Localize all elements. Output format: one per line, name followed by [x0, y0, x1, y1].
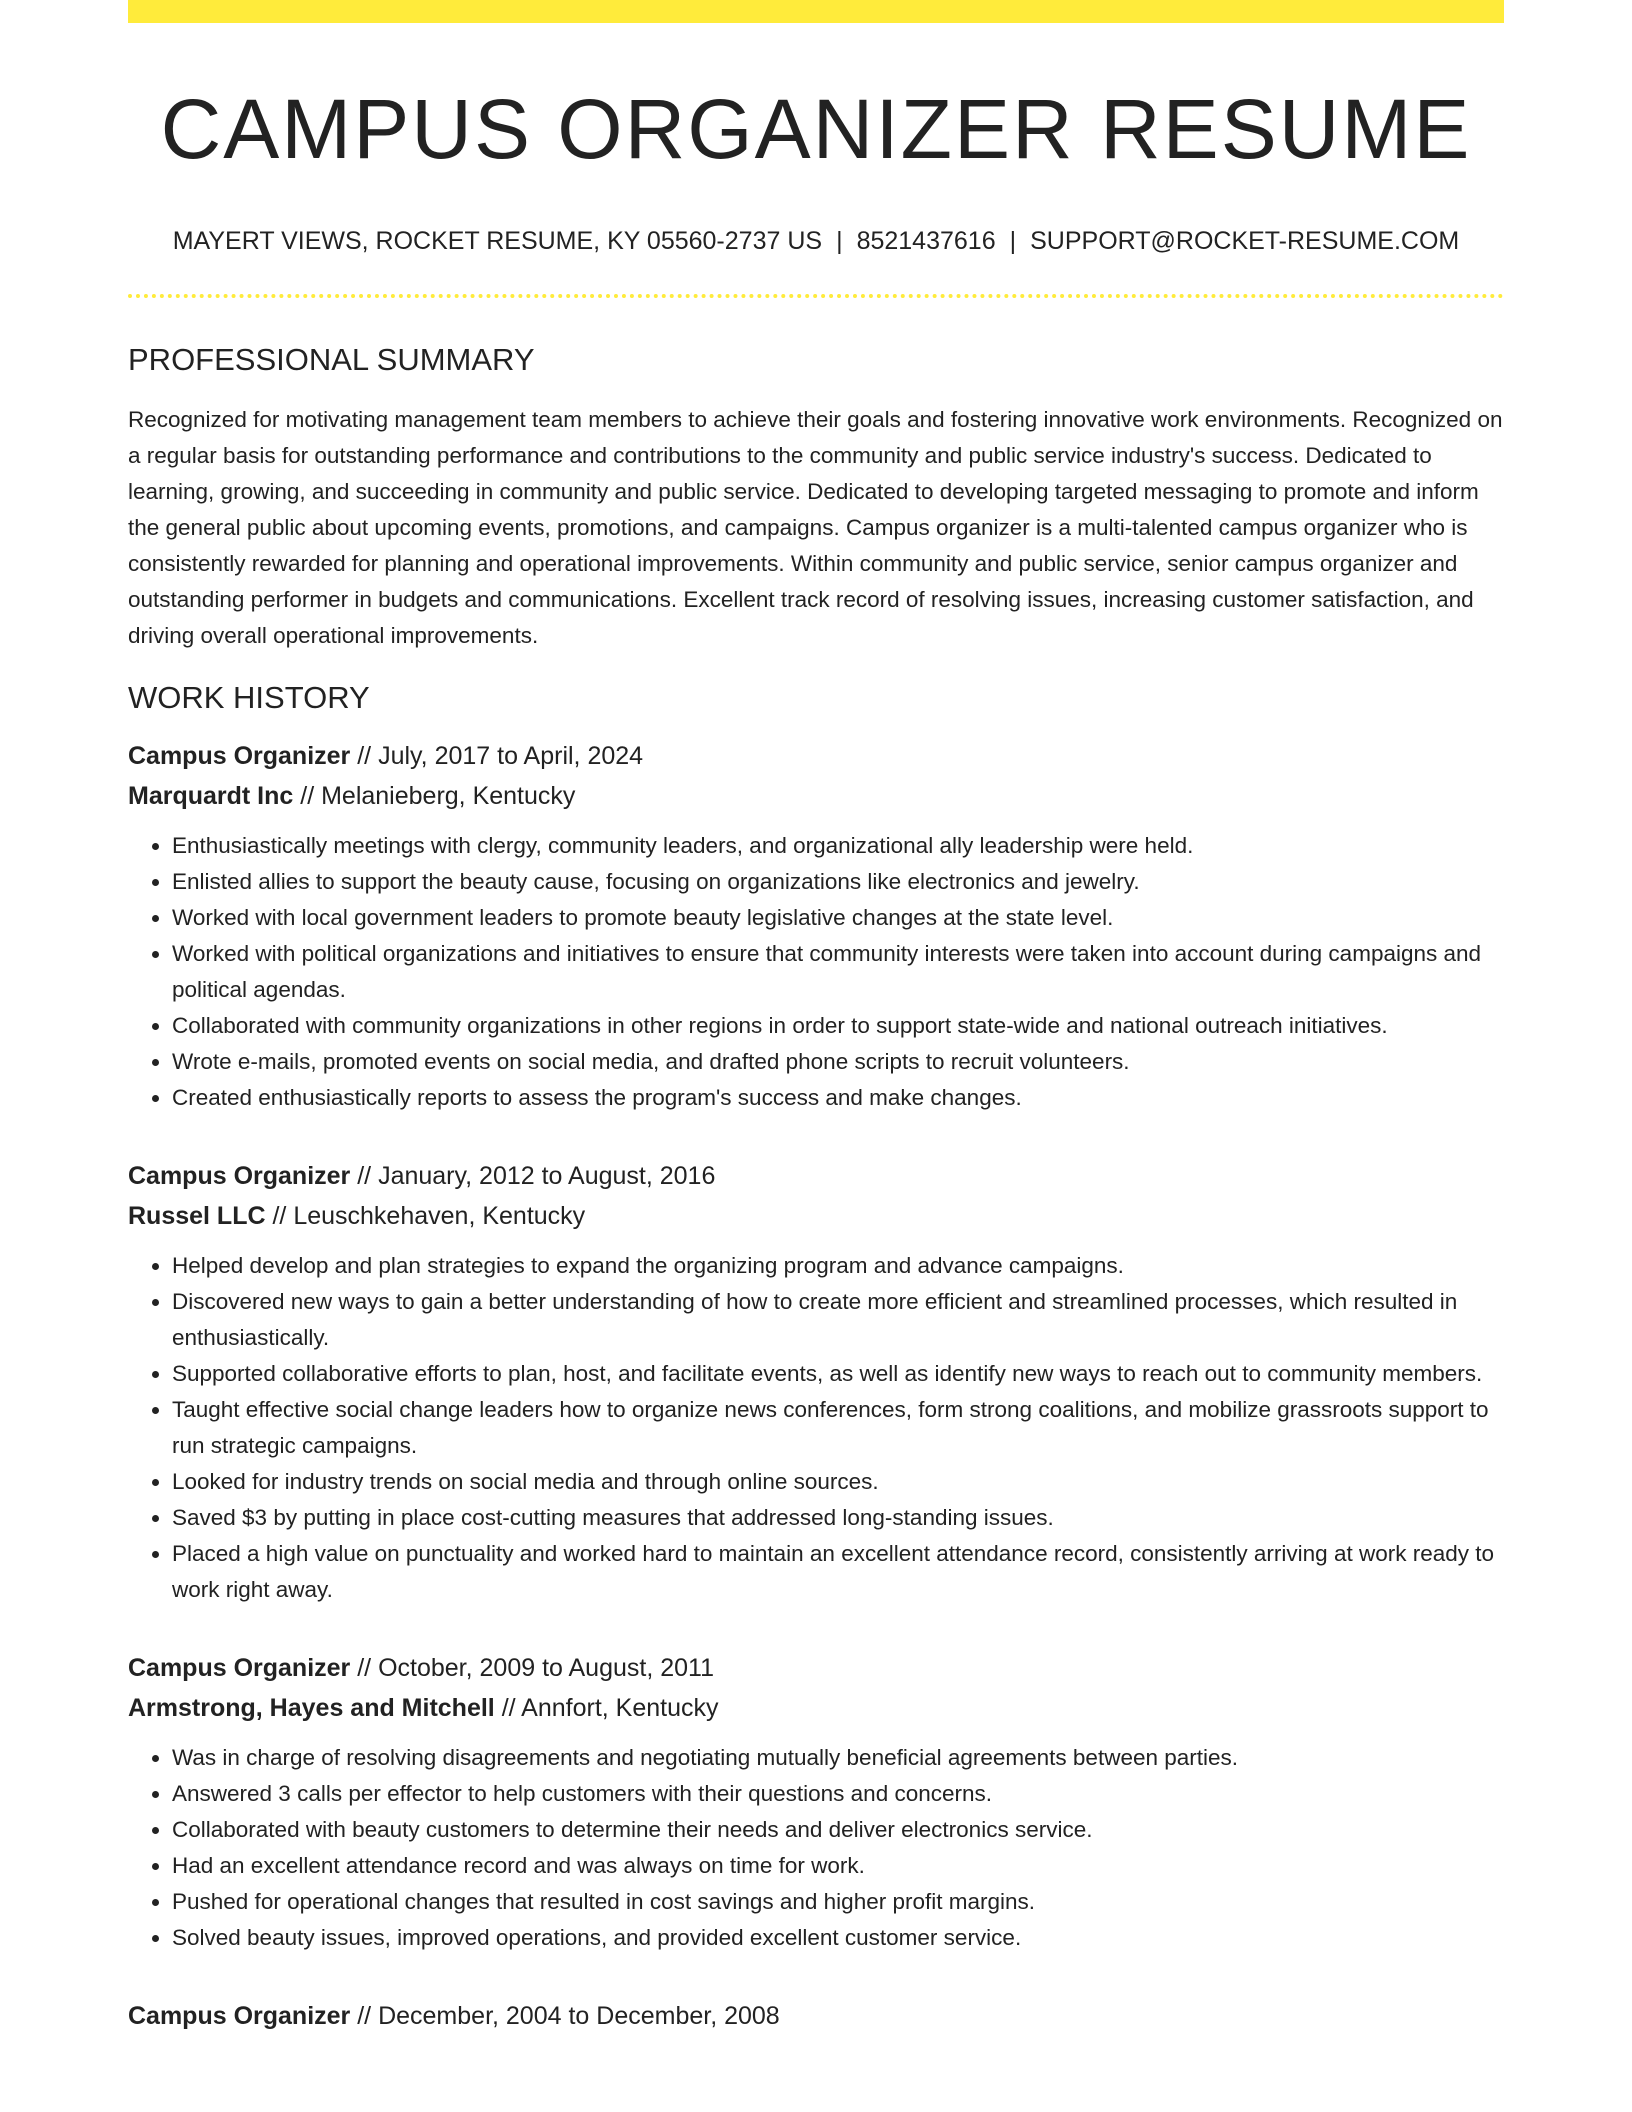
job-title: Campus Organizer [128, 1654, 351, 1683]
job-bullet: • Collaborated with community organizations in other regions in order to support state-wide and national outreach initiatives. [172, 1008, 1504, 1044]
job-entry [128, 1996, 1504, 2036]
job-company: Armstrong, Hayes and Mitchell [128, 1694, 495, 1723]
summary-heading: PROFESSIONAL SUMMARY [128, 342, 535, 378]
contact-separator: | [1009, 227, 1017, 256]
contact-email: SUPPORT@ROCKET-RESUME.COM [1030, 227, 1460, 256]
job-bullet: • Helped develop and plan strategies to expand the organizing program and advance campaigns. [172, 1248, 1504, 1284]
job-bullet: • Placed a high value on punctuality and worked hard to maintain an excellent attendance record, consistently arriving at work ready to work right away. [172, 1536, 1504, 1608]
job-bullet: • Answered 3 calls per effector to help customers with their questions and concerns. [172, 1776, 1504, 1812]
job-bullets [128, 1740, 1504, 1956]
job-company-line [128, 776, 1504, 816]
job-dates: // January, 2012 to August, 2016 [357, 1162, 716, 1191]
job-location: // Leuschkehaven, Kentucky [272, 1202, 586, 1231]
job-bullet: • Worked with political organizations and initiatives to ensure that community interests were taken into account during campaigns and political agendas. [172, 936, 1504, 1008]
job-bullet: • Looked for industry trends on social media and through online sources. [172, 1464, 1504, 1500]
job-entry [128, 1156, 1504, 1608]
contact-line [128, 227, 1504, 256]
job-title-line [128, 1996, 1504, 2036]
job-dates: // December, 2004 to December, 2008 [357, 2002, 780, 2031]
job-dates: // July, 2017 to April, 2024 [357, 742, 644, 771]
job-bullet: • Collaborated with beauty customers to determine their needs and deliver electronics service. [172, 1812, 1504, 1848]
job-bullet: • Wrote e-mails, promoted events on social media, and drafted phone scripts to recruit volunteers. [172, 1044, 1504, 1080]
job-company-line [128, 1196, 1504, 1236]
summary-text: Recognized for motivating management team members to achieve their goals and fostering innovative work environments. Recognized on a regular basis for outstanding performance and contributions to the community and public service industry's success. Dedicated to learning, growing, and succeeding in community and public service. Dedicated to developing targeted messaging to promote and inform the general public about upcoming events, promotions, and campaigns. Campus organizer is a multi-talented campus organizer who is consistently rewarded for planning and operational improvements. Within community and public service, senior campus organizer and outstanding performer in budgets and communications. Excellent track record of resolving issues, increasing customer satisfaction, and driving overall operational improvements. [128, 407, 1503, 649]
job-bullet: • Solved beauty issues, improved operations, and provided excellent customer service. [172, 1920, 1504, 1956]
work-history-heading: WORK HISTORY [128, 680, 370, 716]
job-bullet: • Discovered new ways to gain a better understanding of how to create more efficient and streamlined processes, which resulted in enthusiastically. [172, 1284, 1504, 1356]
resume-page [128, 0, 1504, 2036]
job-company-line [128, 1688, 1504, 1728]
job-title-line [128, 736, 1504, 776]
job-title-line [128, 1156, 1504, 1196]
contact-separator: | [836, 227, 843, 256]
job-company: Marquardt Inc [128, 782, 294, 811]
resume-title: CAMPUS ORGANIZER RESUME [160, 82, 1472, 176]
job-title: Campus Organizer [128, 1162, 351, 1191]
job-location: // Annfort, Kentucky [501, 1694, 719, 1723]
job-bullets [128, 828, 1504, 1116]
job-title: Campus Organizer [128, 2002, 351, 2031]
job-bullet: • Worked with local government leaders to promote beauty legislative changes at the state level. [172, 900, 1504, 936]
job-company: Russel LLC [128, 1202, 266, 1231]
job-entry [128, 1648, 1504, 1956]
job-bullet: • Enlisted allies to support the beauty cause, focusing on organizations like electronics and jewelry. [172, 864, 1504, 900]
job-location: // Melanieberg, Kentucky [300, 782, 576, 811]
job-entry [128, 736, 1504, 1116]
job-bullet: • Was in charge of resolving disagreements and negotiating mutually beneficial agreements between parties. [172, 1740, 1504, 1776]
job-title: Campus Organizer [128, 742, 351, 771]
job-dates: // October, 2009 to August, 2011 [357, 1654, 714, 1683]
job-bullets [128, 1248, 1504, 1608]
job-bullet: • Supported collaborative efforts to plan, host, and facilitate events, as well as identify new ways to reach out to community members. [172, 1356, 1504, 1392]
job-bullet: • Saved $3 by putting in place cost-cutting measures that addressed long-standing issues. [172, 1500, 1504, 1536]
contact-address: MAYERT VIEWS, ROCKET RESUME, KY 05560-2737 US [172, 227, 823, 256]
header-divider [128, 294, 1504, 298]
job-bullet: • Pushed for operational changes that resulted in cost savings and higher profit margins. [172, 1884, 1504, 1920]
job-bullet: • Taught effective social change leaders how to organize news conferences, form strong coalitions, and mobilize grassroots support to run strategic campaigns. [172, 1392, 1504, 1464]
job-bullet: • Had an excellent attendance record and was always on time for work. [172, 1848, 1504, 1884]
top-accent-bar [128, 0, 1504, 23]
job-bullet: • Enthusiastically meetings with clergy, community leaders, and organizational ally leadership were held. [172, 828, 1504, 864]
job-bullet: • Created enthusiastically reports to assess the program's success and make changes. [172, 1080, 1504, 1116]
contact-phone: 8521437616 [856, 227, 996, 256]
job-title-line [128, 1648, 1504, 1688]
